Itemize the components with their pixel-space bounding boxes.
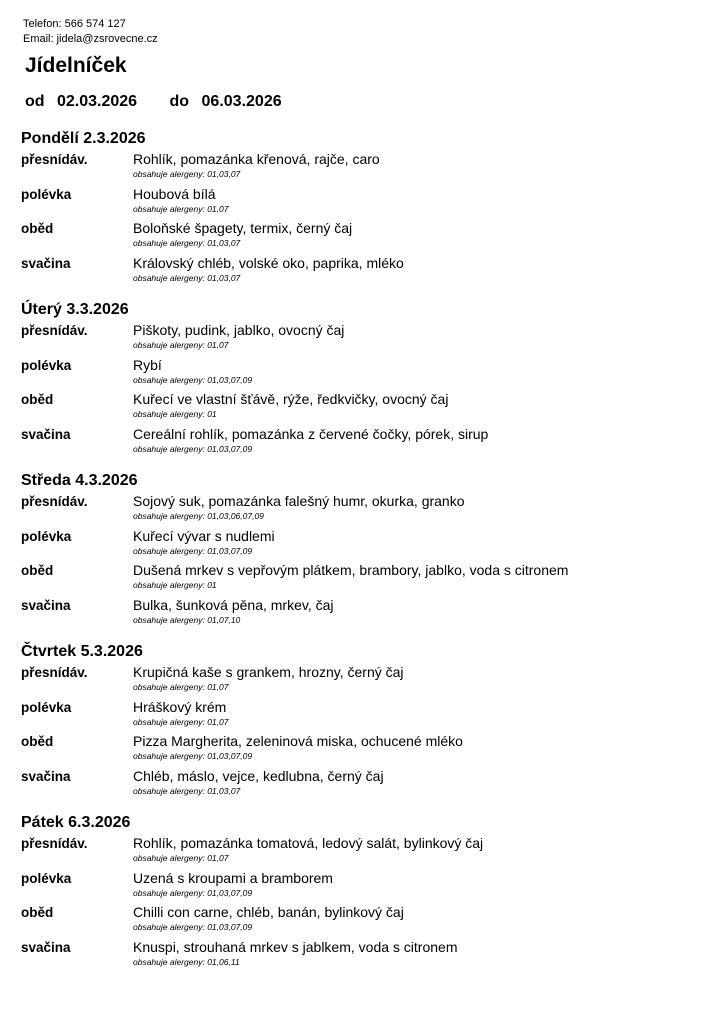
meal-allergens: obsahuje alergeny: 01,03,07: [133, 238, 241, 248]
meal-label: svačina: [21, 426, 71, 442]
day-section: [21, 812, 711, 982]
meal-description: Kuřecí ve vlastní šťávě, rýže, ředkvičky, ovocný čaj: [133, 391, 449, 407]
meal-row: [21, 390, 711, 425]
contact-email: Email: jidela@zsrovecne.cz: [23, 33, 158, 45]
contact-phone: Telefon: 566 574 127: [23, 18, 126, 30]
meal-label: polévka: [21, 699, 72, 715]
meal-description: Hráškový krém: [133, 698, 227, 715]
meal-row: [21, 356, 711, 391]
meal-allergens: obsahuje alergeny: 01,03,07,09: [133, 374, 253, 385]
day-section: [21, 299, 711, 469]
day-title: Čtvrtek 5.3.2026: [21, 643, 143, 660]
meal-allergens: obsahuje alergeny: 01,07: [133, 340, 229, 350]
meal-allergens: obsahuje alergeny: 01,03,07,09: [133, 751, 253, 761]
meal-label: oběd: [21, 905, 54, 920]
meal-label: svačina: [21, 939, 71, 955]
meal-description: Rohlík, pomazánka tomatová, ledový salát, bylinkový čaj: [133, 835, 484, 851]
meal-label: oběd: [21, 392, 54, 407]
meal-row: [21, 492, 711, 527]
date-to-label: do: [169, 93, 190, 110]
meal-row: [21, 903, 711, 938]
meal-row: [21, 938, 711, 973]
meal-row: [21, 527, 711, 562]
meal-description: Houbová bílá: [133, 185, 216, 202]
meal-row: [21, 869, 711, 904]
meal-label: svačina: [21, 597, 71, 613]
meal-row: [21, 150, 711, 185]
meal-row: [21, 321, 711, 356]
meal-label: oběd: [21, 734, 54, 749]
date-from: 02.03.2026: [57, 93, 138, 110]
meal-label: svačina: [21, 768, 71, 784]
day-title: Pátek 6.3.2026: [21, 814, 131, 831]
menu-days: [21, 127, 711, 982]
date-from-label: od: [25, 93, 45, 110]
meal-allergens: obsahuje alergeny: 01: [133, 409, 217, 419]
meal-allergens: obsahuje alergeny: 01,07: [133, 716, 229, 727]
meal-label: polévka: [21, 186, 72, 202]
meal-label: polévka: [21, 528, 72, 544]
date-to: 06.03.2026: [201, 93, 282, 110]
meal-row: [21, 767, 711, 802]
day-section: [21, 470, 711, 640]
meal-row: [21, 732, 711, 767]
meal-row: [21, 254, 711, 289]
meal-description: Piškoty, pudink, jablko, ovocný čaj: [133, 322, 345, 338]
day-section: [21, 128, 711, 298]
meal-description: Dušená mrkev s vepřovým plátkem, brambory, jablko, voda s citronem: [133, 562, 569, 578]
meal-allergens: obsahuje alergeny: 01,03,07,09: [133, 443, 253, 454]
meal-description: Uzená s kroupami a bramborem: [133, 869, 333, 886]
meal-label: přesnídáv.: [21, 494, 88, 509]
meal-allergens: obsahuje alergeny: 01,07: [133, 203, 229, 214]
meal-allergens: obsahuje alergeny: 01,03,06,07,09: [133, 511, 264, 521]
meal-description: Knuspi, strouhaná mrkev s jablkem, voda s citronem: [133, 938, 458, 955]
meal-row: [21, 219, 711, 254]
meal-description: Rohlík, pomazánka křenová, rajče, caro: [133, 151, 380, 167]
date-range: [25, 92, 282, 112]
meal-description: Pizza Margherita, zeleninová miska, ochucené mléko: [133, 733, 463, 749]
meal-description: Kuřecí vývar s nudlemi: [133, 527, 275, 544]
meal-label: oběd: [21, 563, 54, 578]
meal-label: polévka: [21, 357, 72, 373]
meal-row: [21, 834, 711, 869]
meal-row: [21, 561, 711, 596]
meal-label: přesnídáv.: [21, 665, 88, 680]
meal-description: Sojový suk, pomazánka falešný humr, okurka, granko: [133, 493, 465, 509]
meal-description: Chléb, máslo, vejce, kedlubna, černý čaj: [133, 767, 384, 784]
contact-info: [23, 17, 158, 47]
meal-row: [21, 698, 711, 733]
meal-allergens: obsahuje alergeny: 01,07: [133, 682, 229, 692]
meal-allergens: obsahuje alergeny: 01,03,07: [133, 272, 241, 283]
meal-description: Královský chléb, volské oko, paprika, mléko: [133, 254, 404, 271]
day-title: Pondělí 2.3.2026: [21, 130, 146, 147]
meal-description: Cereální rohlík, pomazánka z červené čočky, pórek, sirup: [133, 425, 489, 442]
meal-allergens: obsahuje alergeny: 01: [133, 580, 217, 590]
meal-description: Chilli con carne, chléb, banán, bylinkový čaj: [133, 904, 404, 920]
meal-label: oběd: [21, 221, 54, 236]
meal-label: polévka: [21, 870, 72, 886]
meal-allergens: obsahuje alergeny: 01,03,07,09: [133, 545, 253, 556]
meal-description: Bulka, šunková pěna, mrkev, čaj: [133, 596, 334, 613]
meal-row: [21, 596, 711, 631]
meal-allergens: obsahuje alergeny: 01,03,07: [133, 785, 241, 796]
meal-description: Krupičná kaše s grankem, hrozny, černý čaj: [133, 664, 404, 680]
day-title: Středa 4.3.2026: [21, 472, 138, 489]
meal-label: přesnídáv.: [21, 836, 88, 851]
meal-allergens: obsahuje alergeny: 01,03,07,09: [133, 922, 253, 932]
meal-row: [21, 185, 711, 220]
day-section: [21, 641, 711, 811]
meal-allergens: obsahuje alergeny: 01,06,11: [133, 956, 240, 967]
meal-description: Boloňské špagety, termix, černý čaj: [133, 220, 353, 236]
meal-allergens: obsahuje alergeny: 01,07: [133, 853, 229, 863]
meal-allergens: obsahuje alergeny: 01,07,10: [133, 614, 241, 625]
meal-label: svačina: [21, 255, 71, 271]
meal-description: Rybí: [133, 356, 162, 373]
meal-row: [21, 663, 711, 698]
day-title: Úterý 3.3.2026: [21, 301, 129, 318]
meal-allergens: obsahuje alergeny: 01,03,07,09: [133, 887, 253, 898]
meal-row: [21, 425, 711, 460]
page-title: Jídelníček: [25, 54, 127, 77]
meal-allergens: obsahuje alergeny: 01,03,07: [133, 169, 241, 179]
meal-label: přesnídáv.: [21, 323, 88, 338]
meal-label: přesnídáv.: [21, 152, 88, 167]
